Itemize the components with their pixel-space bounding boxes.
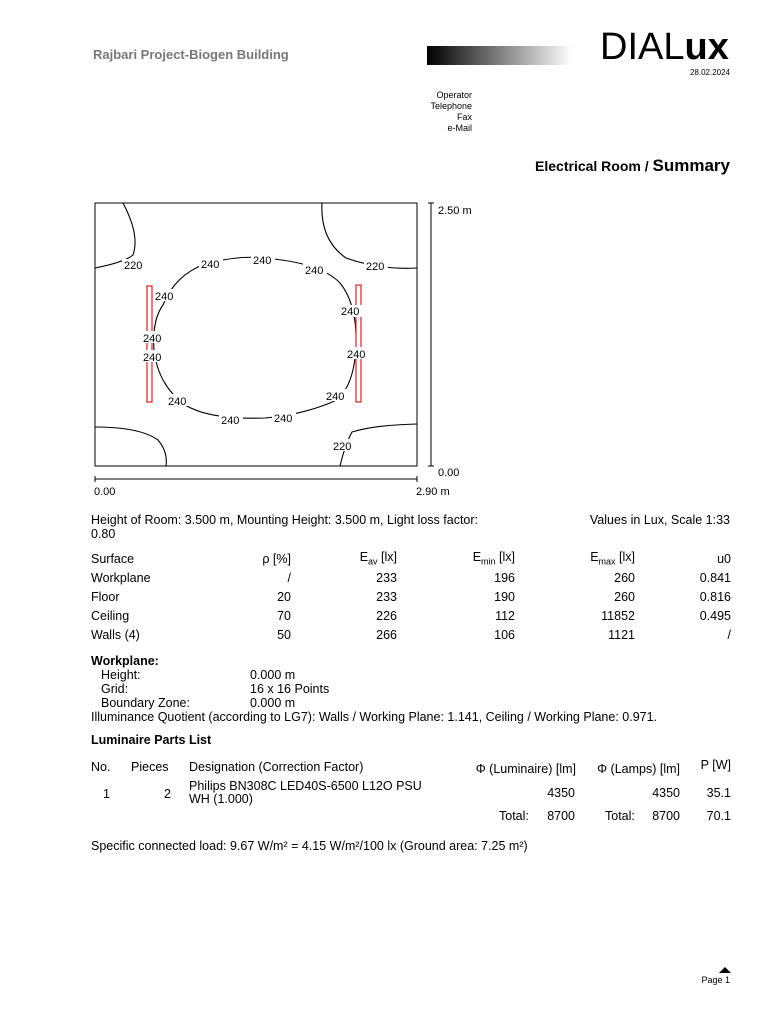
parts-row-phi-luminaire: 4350 [547, 786, 575, 800]
iso-label: 240 [201, 259, 220, 271]
table-row: Walls (4) 50 266 106 1121 / [91, 627, 731, 642]
iso-label: 240 [326, 391, 345, 403]
parts-row-no: 1 [103, 787, 110, 801]
y-bottom-label: 0.00 [438, 467, 460, 479]
workplane-title: Workplane: [91, 654, 159, 668]
iso-label: 240 [274, 413, 293, 425]
room-name: Electrical Room / [535, 158, 649, 174]
parts-total-label-lum: Total: [499, 809, 529, 823]
up-arrow-icon[interactable] [719, 966, 731, 974]
iso-label: 220 [333, 441, 352, 453]
y-top-label: 2.50 m [438, 205, 472, 217]
room-info-line2: 0.80 [91, 527, 116, 541]
parts-total-power: 70.1 [706, 809, 731, 823]
iso-label: 240 [305, 265, 324, 277]
col-surface: Surface [91, 551, 135, 566]
col-u0: u0 [717, 551, 731, 566]
parts-col-designation: Designation (Correction Factor) [189, 760, 364, 774]
parts-col-phi-lamps: Φ (Lamps) [lm] [597, 762, 680, 776]
logo-light: DIAL [600, 26, 685, 68]
parts-total-luminaire: 8700 [547, 809, 575, 823]
iso-label: 240 [168, 396, 187, 408]
workplane-block: Workplane: Height: 0.000 m Grid: 16 x 16 Points Boundary Zone: 0.000 m Illuminance Quotient (according to LG7): Walls / Working Plane: 1.141, Ceiling / Working Plane: 0.971. [91, 654, 658, 724]
contact-telephone: Telephone [430, 101, 472, 111]
table-row: Ceiling 70 226 112 11852 0.495 [91, 608, 731, 623]
table-row: Workplane / 233 196 260 0.841 [91, 570, 731, 585]
section-name: Summary [652, 156, 730, 175]
parts-row-phi-lamps: 4350 [652, 786, 680, 800]
table-header-row [91, 549, 731, 568]
logo-bold: ux [684, 26, 729, 68]
iso-label: 240 [155, 291, 174, 303]
iso-label: 240 [347, 349, 366, 361]
iso-label: 240 [143, 333, 162, 345]
iso-label: 220 [124, 260, 143, 272]
col-emax: $E_{max}$ [lx] [590, 550, 635, 567]
iso-label: 240 [341, 306, 360, 318]
parts-row-designation: Philips BN308C LED40S-6500 L12O PSU WH (1.000) [189, 779, 422, 806]
contact-operator: Operator [436, 90, 472, 100]
x-right-label: 2.90 m [416, 486, 450, 498]
project-title: Rajbari Project-Biogen Building [93, 47, 289, 62]
surfaces-table [91, 549, 731, 644]
scale-info: Values in Lux, Scale 1:33 [589, 513, 730, 527]
room-info [91, 513, 478, 541]
x-left-label: 0.00 [94, 486, 116, 498]
contact-fax: Fax [456, 112, 472, 122]
iso-label: 240 [221, 415, 240, 427]
illuminance-quotient: Illuminance Quotient (according to LG7): Walls / Working Plane: 1.141, Ceiling / Working Plane: 0.971. [91, 710, 658, 724]
iso-label: 240 [143, 352, 162, 364]
iso-label: 220 [366, 261, 385, 273]
parts-col-pieces: Pieces [131, 760, 169, 774]
specific-connected-load: Specific connected load: 9.67 W/m² = 4.15 W/m²/100 lx (Ground area: 7.25 m²) [91, 839, 528, 853]
workplane-height: 0.000 m [250, 668, 296, 682]
col-rho: ρ [%] [262, 551, 291, 566]
parts-total-lamps: 8700 [652, 809, 680, 823]
parts-title: Luminaire Parts List [91, 733, 212, 747]
parts-total-label-lamp: Total: [605, 809, 635, 823]
page-number: Page 1 [701, 975, 730, 985]
workplane-grid: 16 x 16 Points [250, 682, 330, 696]
parts-row-power: 35.1 [706, 786, 731, 800]
parts-row-pieces: 2 [164, 787, 171, 801]
luminaire-right [356, 285, 361, 402]
col-emin: $E_{min}$ [lx] [472, 550, 515, 567]
room-info-line1: Height of Room: 3.500 m, Mounting Height: 3.500 m, Light loss factor: [91, 513, 479, 527]
table-row: Floor 20 233 190 260 0.816 [91, 589, 731, 604]
parts-col-power: P [W] [700, 758, 731, 772]
col-eav: $E_{av}$ [lx] [359, 550, 397, 567]
workplane-boundary: 0.000 m [250, 696, 296, 710]
contact-email: e-Mail [447, 123, 472, 133]
parts-col-phi-luminaire: Φ (Luminaire) [lm] [475, 762, 576, 776]
parts-col-no: No. [91, 760, 111, 774]
iso-label: 240 [253, 255, 272, 267]
report-date: 28.02.2024 [689, 68, 730, 77]
